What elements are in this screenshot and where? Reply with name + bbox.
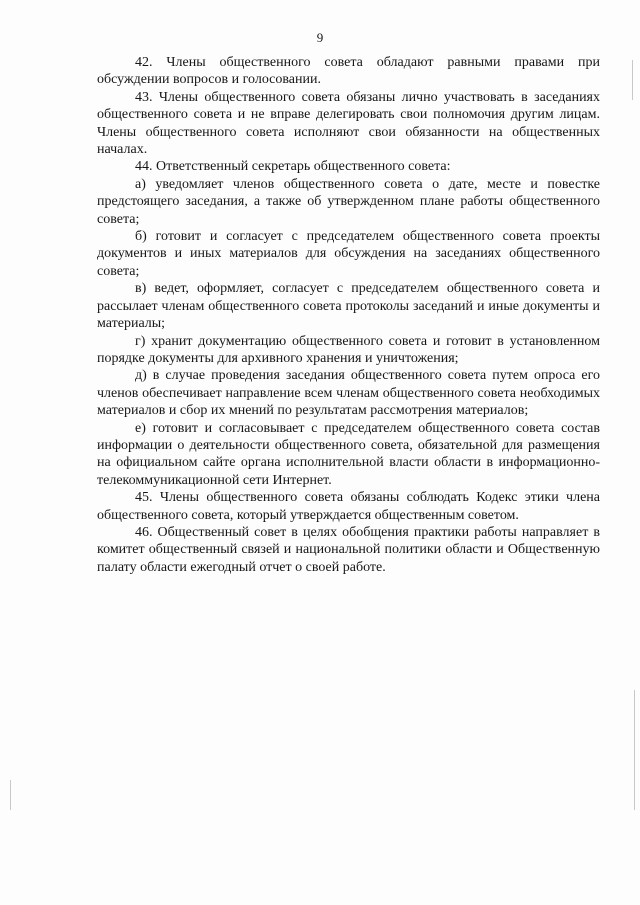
list-item-a: а) уведомляет членов общественного совета о дате, месте и повестке предстоящего заседания, а также об утвержденном плане работы общественного совета; bbox=[97, 176, 600, 227]
scan-edge-mark bbox=[632, 60, 633, 100]
list-item-b: б) готовит и согласует с председателем общественного совета проекты документов и иных материалов для обсуждения на заседаниях общественного совета; bbox=[97, 229, 600, 279]
page-number: 9 bbox=[316, 30, 324, 45]
scan-edge-mark bbox=[10, 780, 11, 810]
list-item-d: д) в случае проведения заседания общественного совета путем опроса его членов обеспечивает направление всем членам общественного совета необходимых материалов и сбор их мнений по результатам рассмотрения материалов; bbox=[97, 368, 600, 419]
list-item-v: в) ведет, оформляет, согласует с председателем общественного совета и рассылает членам общественного совета протоколы заседаний и иные документы и материалы; bbox=[97, 281, 600, 332]
document-body bbox=[97, 54, 600, 576]
paragraph-45: 45. Члены общественного совета обязаны соблюдать Кодекс этики члена общественного совета, который утверждается общественным советом. bbox=[97, 490, 600, 523]
paragraph-46: 46. Общественный совет в целях обобщения практики работы направляет в комитет общественный связей и национальной политики области и Общественную палату области ежегодный отчет о своей работе. bbox=[97, 524, 600, 575]
paragraph-44: 44. Ответственный секретарь общественного совета: bbox=[135, 159, 451, 175]
paragraph-42: 42. Члены общественного совета обладают равными правами при обсуждении вопросов и голосовании. bbox=[97, 55, 600, 88]
paragraph-43: 43. Члены общественного совета обязаны лично участвовать в заседаниях общественного совета и не вправе делегировать свои полномочия другим лицам. Члены общественного совета исполняют свои обязанности на общественных началах. bbox=[97, 89, 600, 158]
list-item-g: г) хранит документацию общественного совета и готовит в установленном порядке документы для архивного хранения и уничтожения; bbox=[97, 333, 600, 366]
scan-edge-mark bbox=[634, 690, 635, 810]
list-item-e: е) готовит и согласовывает с председателем общественного совета состав информации о деятельности общественного совета, обязательной для размещения на официальном сайте органа исполнительной власти области в информационно-телекоммуникационной сети Интернет. bbox=[97, 420, 600, 488]
